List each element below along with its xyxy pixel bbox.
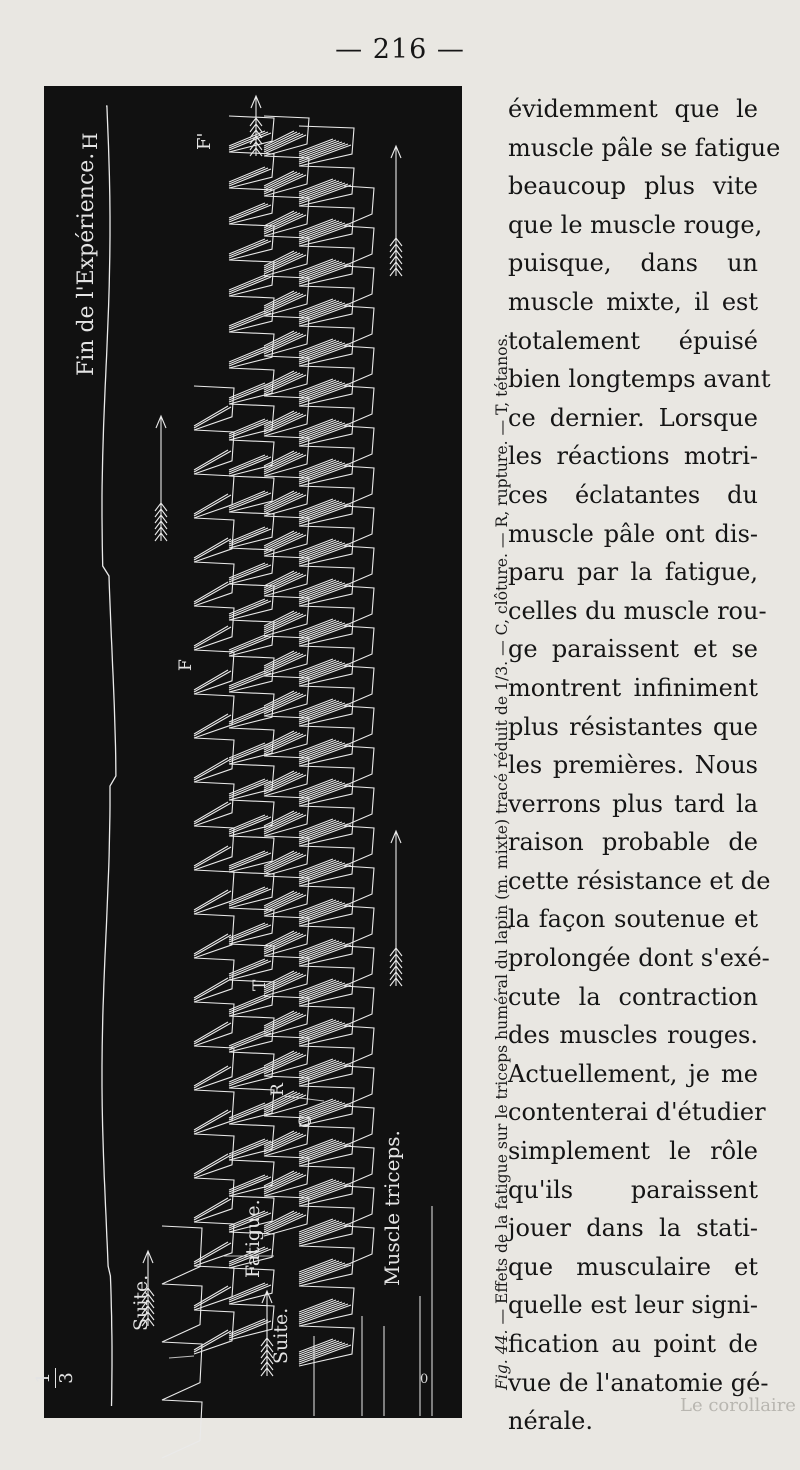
body-line: évidemment que le [508, 95, 758, 123]
body-line: puisque, dans un [508, 249, 758, 278]
body-line: muscle pâle se fatigue [508, 133, 781, 162]
body-line: quelle est leur signi- [508, 1291, 758, 1320]
trace-baseline-1 [102, 106, 116, 1406]
body-line: jouer dans la stati- [508, 1214, 758, 1243]
arrow-1 [250, 96, 262, 156]
body-line: raison probable de [508, 828, 758, 857]
body-line: simplement le rôle [508, 1137, 758, 1166]
figure-plate [33, 86, 462, 1418]
body-line: contenterai d'étudier [508, 1098, 766, 1127]
body-line: Actuellement, je me [508, 1059, 758, 1088]
body-line: beaucoup plus vite [508, 172, 758, 201]
label-r: R [268, 1083, 288, 1096]
body-line: muscle pâle ont dis- [508, 519, 758, 548]
label-suite-2: Suite. [270, 1307, 292, 1364]
trace-column-6 [344, 186, 374, 1266]
scale-fraction [34, 1366, 94, 1390]
body-line: bien longtemps avant [508, 365, 771, 394]
body-line: prolongée dont s'exé- [508, 944, 770, 973]
caption-fig-number: Fig. 44. [493, 1329, 511, 1390]
page-number: — 216 — [335, 34, 465, 65]
label-t: T [250, 979, 270, 991]
body-line: ces éclatantes du [508, 480, 758, 509]
trace-column-2 [194, 386, 234, 1354]
caption-text: — Effets de la fatigue sur le triceps huméral du lapin (m. mixte) tracé réduit de 1/3. — C, clôture. — R, rupture. — T, tétanos. [493, 333, 511, 1330]
body-line: totalement épuisé [508, 326, 758, 355]
body-line: cute la contraction [508, 982, 758, 1011]
label-fatigue: Fatigue. [242, 1199, 264, 1278]
scale-numerator: 1 [33, 1372, 54, 1384]
body-line: les premières. Nous [508, 751, 758, 780]
body-line: les réactions motri- [508, 442, 758, 471]
body-line: muscle mixte, il est [508, 287, 758, 316]
body-line: que musculaire et [508, 1252, 758, 1281]
body-line: ce dernier. Lorsque [508, 403, 758, 432]
label-end-experience: Fin de l'Expérience. [74, 152, 99, 376]
body-line: verrons plus tard la [508, 789, 758, 818]
body-line: plus résistantes que [508, 712, 758, 741]
body-line: que le muscle rouge, [508, 210, 763, 239]
arrow-3 [155, 416, 167, 541]
body-line: celles du muscle rou- [508, 596, 767, 625]
body-line: des muscles rouges. [508, 1021, 758, 1050]
body-line: la façon soutenue et [508, 905, 758, 934]
trace-dotted-1 [169, 1356, 194, 1358]
body-line: ge paraissent et se [508, 635, 758, 664]
arrow-4 [390, 831, 402, 986]
label-f-prime: F' [194, 132, 215, 150]
body-line: paru par la fatigue, [508, 558, 758, 587]
label-f: F [176, 659, 196, 671]
body-line: vue de l'anatomie gé- [508, 1368, 769, 1397]
arrow-2 [390, 146, 402, 276]
body-line: fication au point de [508, 1330, 758, 1358]
bleed-through-text: Le corollaire [680, 1395, 796, 1416]
label-c: C [296, 1114, 316, 1128]
label-suite-1: Suite. [130, 1274, 152, 1331]
scale-denominator: 3 [56, 1372, 77, 1384]
body-line: cette résistance et de [508, 866, 771, 895]
zero-mark: 0 [420, 1372, 429, 1387]
body-line: qu'ils paraissent [508, 1175, 758, 1204]
body-line: montrent infiniment [508, 673, 758, 702]
label-h: H [78, 132, 102, 150]
trace-column-4 [264, 116, 309, 1236]
label-muscle-triceps: Muscle triceps. [380, 1130, 404, 1286]
body-line: nérale. [508, 1407, 593, 1436]
body-text [508, 90, 781, 1441]
